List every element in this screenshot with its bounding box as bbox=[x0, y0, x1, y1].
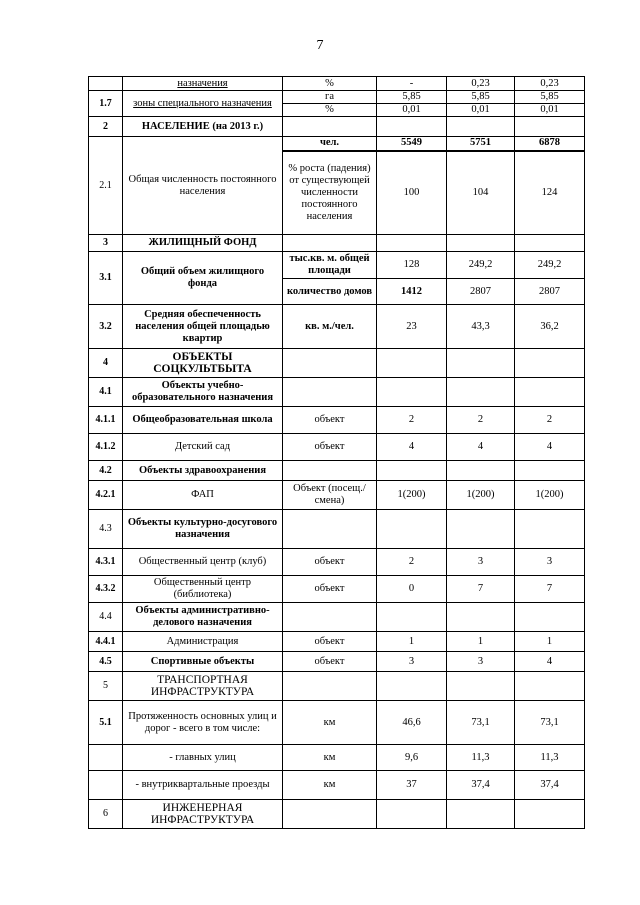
value-cell: 5751 bbox=[447, 137, 515, 151]
value-cell: 1 bbox=[377, 632, 447, 652]
value-cell: 5,85 bbox=[447, 91, 515, 104]
value-cell: 23 bbox=[377, 305, 447, 349]
value-cell: 3 bbox=[447, 652, 515, 672]
row-number-cell: 4.1.1 bbox=[89, 407, 123, 434]
value-cell: 0,01 bbox=[447, 104, 515, 117]
value-cell: 0,01 bbox=[377, 104, 447, 117]
value-cell: 43,3 bbox=[447, 305, 515, 349]
row-name-cell: - внутриквартальные проезды bbox=[123, 771, 283, 800]
row-number-cell: 5 bbox=[89, 672, 123, 701]
row-name-cell: Администрация bbox=[123, 632, 283, 652]
value-cell: 3 bbox=[377, 652, 447, 672]
value-cell: 46,6 bbox=[377, 701, 447, 745]
table-row bbox=[89, 576, 585, 603]
value-cell bbox=[515, 800, 585, 829]
value-cell: 1(200) bbox=[515, 481, 585, 510]
row-number-cell: 4.3.2 bbox=[89, 576, 123, 603]
value-cell: 4 bbox=[377, 434, 447, 461]
row-name-cell: зоны специального назначения bbox=[123, 91, 283, 117]
table-row bbox=[89, 77, 585, 91]
page-number: 7 bbox=[316, 38, 324, 53]
row-number-cell: 3 bbox=[89, 235, 123, 252]
value-cell bbox=[515, 349, 585, 378]
value-cell: 3 bbox=[515, 549, 585, 576]
row-number-cell: 6 bbox=[89, 800, 123, 829]
value-cell: 5,85 bbox=[377, 91, 447, 104]
value-cell bbox=[447, 117, 515, 137]
row-number-cell: 4.2.1 bbox=[89, 481, 123, 510]
section-title-cell: НАСЕЛЕНИЕ (на 2013 г.) bbox=[123, 117, 283, 137]
unit-cell: км bbox=[283, 771, 377, 800]
row-number-cell bbox=[89, 771, 123, 800]
row-number-cell: 4.4.1 bbox=[89, 632, 123, 652]
value-cell: 36,2 bbox=[515, 305, 585, 349]
row-name-cell: Средняя обеспеченность населения общей площадью квартир bbox=[123, 305, 283, 349]
row-number-cell: 4.5 bbox=[89, 652, 123, 672]
row-name-cell: Общественный центр (библиотека) bbox=[123, 576, 283, 603]
value-cell bbox=[377, 672, 447, 701]
value-cell: 6878 bbox=[515, 137, 585, 151]
value-cell: 37,4 bbox=[515, 771, 585, 800]
value-cell: 0 bbox=[377, 576, 447, 603]
unit-cell bbox=[283, 800, 377, 829]
row-name-cell: Общеобразовательная школа bbox=[123, 407, 283, 434]
value-cell bbox=[447, 800, 515, 829]
value-cell: 100 bbox=[377, 151, 447, 235]
unit-cell bbox=[283, 510, 377, 549]
unit-cell: объект bbox=[283, 407, 377, 434]
table-row bbox=[89, 349, 585, 378]
table-row bbox=[89, 745, 585, 771]
value-cell: 73,1 bbox=[515, 701, 585, 745]
row-number-cell: 3.2 bbox=[89, 305, 123, 349]
unit-cell: км bbox=[283, 701, 377, 745]
unit-cell: Объект (посещ./смена) bbox=[283, 481, 377, 510]
value-cell bbox=[377, 349, 447, 378]
table-row bbox=[89, 305, 585, 349]
table-row bbox=[89, 701, 585, 745]
value-cell: 9,6 bbox=[377, 745, 447, 771]
value-cell bbox=[515, 510, 585, 549]
table-row bbox=[89, 137, 585, 151]
indicators-table bbox=[88, 76, 585, 829]
table-row bbox=[89, 407, 585, 434]
value-cell: 2 bbox=[515, 407, 585, 434]
value-cell: 11,3 bbox=[515, 745, 585, 771]
unit-cell: га bbox=[283, 91, 377, 104]
unit-cell bbox=[283, 235, 377, 252]
row-name-cell: назначения bbox=[123, 77, 283, 91]
value-cell: 4 bbox=[515, 652, 585, 672]
value-cell: 1412 bbox=[377, 279, 447, 305]
value-cell: 2807 bbox=[447, 279, 515, 305]
unit-cell: тыс.кв. м. общей площади bbox=[283, 252, 377, 279]
row-number-cell: 1.7 bbox=[89, 91, 123, 117]
value-cell bbox=[515, 672, 585, 701]
value-cell: 249,2 bbox=[515, 252, 585, 279]
table-row bbox=[89, 510, 585, 549]
row-name-cell: Общий объем жилищного фонда bbox=[123, 252, 283, 305]
unit-cell: % bbox=[283, 77, 377, 91]
table-row bbox=[89, 252, 585, 279]
row-number-cell bbox=[89, 745, 123, 771]
table-row bbox=[89, 771, 585, 800]
value-cell: 0,23 bbox=[515, 77, 585, 91]
value-cell bbox=[377, 117, 447, 137]
value-cell: 1(200) bbox=[447, 481, 515, 510]
row-name-cell: ФАП bbox=[123, 481, 283, 510]
unit-cell: объект bbox=[283, 652, 377, 672]
unit-cell bbox=[283, 378, 377, 407]
value-cell bbox=[377, 235, 447, 252]
value-cell bbox=[377, 510, 447, 549]
value-cell: 11,3 bbox=[447, 745, 515, 771]
value-cell bbox=[377, 800, 447, 829]
unit-cell: % роста (падения) от существующей численности постоянного населения bbox=[283, 151, 377, 235]
value-cell: 73,1 bbox=[447, 701, 515, 745]
value-cell: 2 bbox=[377, 549, 447, 576]
value-cell bbox=[447, 603, 515, 632]
section-title-cell: ТРАНСПОРТНАЯ ИНФРАСТРУКТУРА bbox=[123, 672, 283, 701]
value-cell bbox=[447, 378, 515, 407]
unit-cell: чел. bbox=[283, 137, 377, 151]
value-cell: 2807 bbox=[515, 279, 585, 305]
row-number-cell: 4.2 bbox=[89, 461, 123, 481]
unit-cell: объект bbox=[283, 434, 377, 461]
row-number-cell: 4 bbox=[89, 349, 123, 378]
value-cell bbox=[377, 603, 447, 632]
table-row bbox=[89, 378, 585, 407]
value-cell: 4 bbox=[515, 434, 585, 461]
value-cell: 1 bbox=[447, 632, 515, 652]
row-name-cell: Общая численность постоянного населения bbox=[123, 137, 283, 235]
row-number-cell: 4.1.2 bbox=[89, 434, 123, 461]
value-cell: 104 bbox=[447, 151, 515, 235]
unit-cell bbox=[283, 461, 377, 481]
unit-cell: объект bbox=[283, 632, 377, 652]
value-cell: 4 bbox=[447, 434, 515, 461]
value-cell: 1(200) bbox=[377, 481, 447, 510]
table-row bbox=[89, 672, 585, 701]
value-cell bbox=[447, 672, 515, 701]
table-row bbox=[89, 800, 585, 829]
unit-cell: км bbox=[283, 745, 377, 771]
table-row bbox=[89, 549, 585, 576]
value-cell: 7 bbox=[447, 576, 515, 603]
value-cell: 37 bbox=[377, 771, 447, 800]
row-number-cell bbox=[89, 77, 123, 91]
value-cell bbox=[515, 378, 585, 407]
value-cell bbox=[515, 603, 585, 632]
row-number-cell: 2.1 bbox=[89, 137, 123, 235]
row-name-cell: Детский сад bbox=[123, 434, 283, 461]
table-row bbox=[89, 461, 585, 481]
unit-cell bbox=[283, 349, 377, 378]
value-cell bbox=[447, 510, 515, 549]
row-name-cell: - главных улиц bbox=[123, 745, 283, 771]
value-cell: - bbox=[377, 77, 447, 91]
row-number-cell: 4.3 bbox=[89, 510, 123, 549]
unit-cell: объект bbox=[283, 576, 377, 603]
row-name-cell: Общественный центр (клуб) bbox=[123, 549, 283, 576]
unit-cell: кв. м./чел. bbox=[283, 305, 377, 349]
value-cell: 5,85 bbox=[515, 91, 585, 104]
table-row bbox=[89, 235, 585, 252]
row-number-cell: 3.1 bbox=[89, 252, 123, 305]
value-cell: 1 bbox=[515, 632, 585, 652]
value-cell: 124 bbox=[515, 151, 585, 235]
section-title-cell: ИНЖЕНЕРНАЯ ИНФРАСТРУКТУРА bbox=[123, 800, 283, 829]
unit-cell: количество домов bbox=[283, 279, 377, 305]
table-row bbox=[89, 434, 585, 461]
row-number-cell: 4.4 bbox=[89, 603, 123, 632]
value-cell bbox=[447, 461, 515, 481]
table-row bbox=[89, 652, 585, 672]
value-cell bbox=[447, 349, 515, 378]
row-name-cell: Объекты культурно-досугового назначения bbox=[123, 510, 283, 549]
value-cell: 37,4 bbox=[447, 771, 515, 800]
row-name-cell: Объекты учебно-образовательного назначения bbox=[123, 378, 283, 407]
value-cell: 128 bbox=[377, 252, 447, 279]
table-row bbox=[89, 632, 585, 652]
unit-cell: объект bbox=[283, 549, 377, 576]
row-number-cell: 4.3.1 bbox=[89, 549, 123, 576]
value-cell: 3 bbox=[447, 549, 515, 576]
value-cell bbox=[447, 235, 515, 252]
unit-cell: % bbox=[283, 104, 377, 117]
row-name-cell: Объекты административно-делового назначения bbox=[123, 603, 283, 632]
unit-cell bbox=[283, 603, 377, 632]
value-cell: 249,2 bbox=[447, 252, 515, 279]
value-cell: 5549 bbox=[377, 137, 447, 151]
value-cell bbox=[377, 378, 447, 407]
row-name-cell: Протяженность основных улиц и дорог - всего в том числе: bbox=[123, 701, 283, 745]
value-cell: 0,23 bbox=[447, 77, 515, 91]
unit-cell bbox=[283, 117, 377, 137]
value-cell bbox=[515, 117, 585, 137]
section-title-cell: ОБЪЕКТЫ СОЦКУЛЬТБЫТА bbox=[123, 349, 283, 378]
row-name-cell: Спортивные объекты bbox=[123, 652, 283, 672]
row-name-cell: Объекты здравоохранения bbox=[123, 461, 283, 481]
value-cell: 2 bbox=[447, 407, 515, 434]
value-cell: 2 bbox=[377, 407, 447, 434]
row-number-cell: 4.1 bbox=[89, 378, 123, 407]
value-cell bbox=[515, 461, 585, 481]
value-cell: 0,01 bbox=[515, 104, 585, 117]
value-cell: 7 bbox=[515, 576, 585, 603]
row-number-cell: 5.1 bbox=[89, 701, 123, 745]
table-row bbox=[89, 603, 585, 632]
value-cell bbox=[377, 461, 447, 481]
section-title-cell: ЖИЛИЩНЫЙ ФОНД bbox=[123, 235, 283, 252]
table-row bbox=[89, 91, 585, 104]
value-cell bbox=[515, 235, 585, 252]
row-number-cell: 2 bbox=[89, 117, 123, 137]
unit-cell bbox=[283, 672, 377, 701]
table-row bbox=[89, 481, 585, 510]
table-row bbox=[89, 117, 585, 137]
